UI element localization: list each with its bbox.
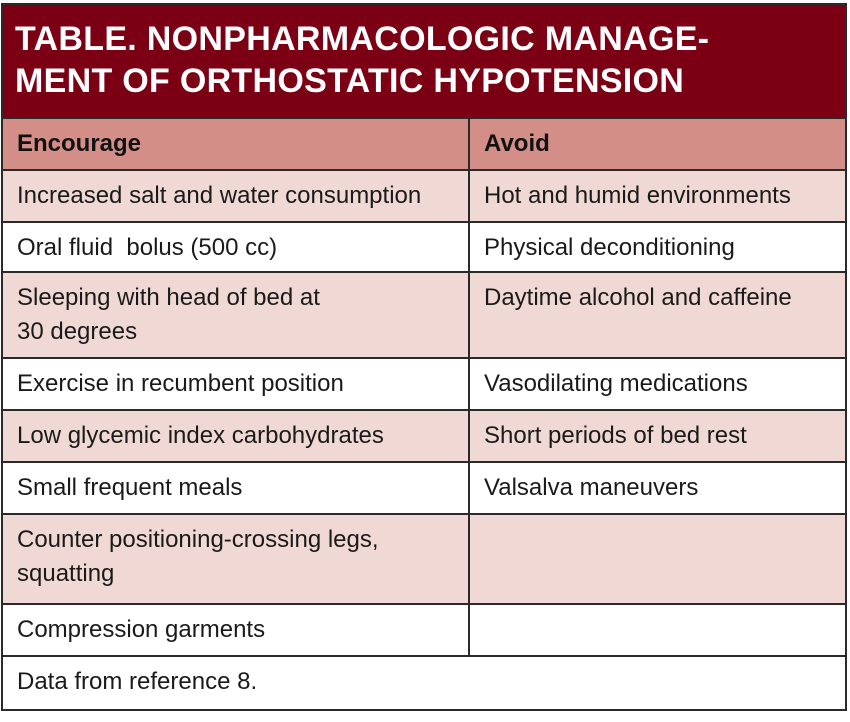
table-title-line-1: TABLE. NONPHARMACOLOGIC MANAGE-: [15, 20, 710, 58]
column-header-avoid: Avoid: [484, 130, 550, 157]
table-row: [3, 605, 845, 657]
encourage-cell: [3, 515, 470, 603]
table-title: [3, 5, 845, 119]
avoid-cell: [470, 605, 845, 655]
encourage-cell-line-2: squatting: [17, 560, 115, 587]
avoid-cell: Daytime alcohol and caffeine: [484, 284, 792, 311]
table-footer: [3, 657, 845, 709]
table-row: [3, 273, 845, 359]
table-row: [3, 411, 845, 463]
avoid-cell: Valsalva maneuvers: [484, 474, 699, 501]
avoid-cell: Vasodilating medications: [484, 370, 748, 397]
encourage-cell: [3, 273, 470, 357]
column-header-encourage: Encourage: [3, 119, 470, 169]
avoid-cell: Hot and humid environments: [484, 182, 791, 209]
avoid-cell: Physical deconditioning: [484, 234, 735, 261]
avoid-cell: [470, 515, 845, 603]
table-row: [3, 171, 845, 223]
encourage-cell: Low glycemic index carbohydrates: [3, 411, 470, 461]
encourage-cell-line-1: Sleeping with head of bed at: [17, 284, 320, 311]
encourage-cell: Small frequent meals: [3, 463, 470, 513]
encourage-cell: Exercise in recumbent position: [3, 359, 470, 409]
encourage-cell: Increased salt and water consumption: [3, 171, 470, 221]
table-row: [3, 463, 845, 515]
avoid-cell: Short periods of bed rest: [484, 422, 747, 449]
table-row: [3, 359, 845, 411]
encourage-cell: Oral fluid bolus (500 cc): [3, 223, 470, 271]
table-title-line-2: MENT OF ORTHOSTATIC HYPOTENSION: [15, 62, 685, 100]
encourage-cell-line-2: 30 degrees: [17, 318, 138, 345]
encourage-cell: Compression garments: [3, 605, 470, 655]
table-row: [3, 223, 845, 273]
table-header-row: [3, 119, 845, 171]
table-footnote: Data from reference 8.: [17, 668, 258, 695]
orthostatic-hypotension-table: [1, 3, 847, 711]
table-row: [3, 515, 845, 605]
encourage-cell-line-1: Counter positioning-crossing legs,: [17, 526, 379, 553]
